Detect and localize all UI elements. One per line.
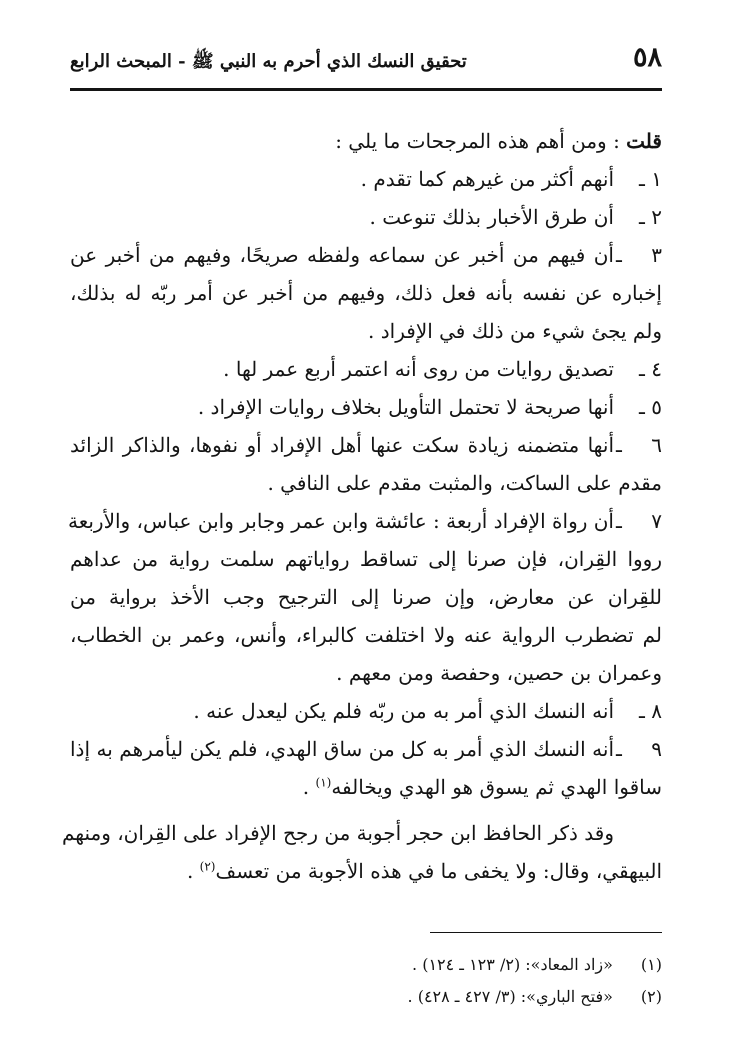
item-text: ساقوا الهدي ثم يسوق هو الهدي ويخالفه	[331, 775, 662, 799]
item-text: رووا القِران، فإن صرنا إلى تساقط رواياتهم سلمت رواية من عداهم	[70, 547, 662, 571]
intro-line	[70, 120, 662, 162]
closing-text: البيهقي، وقال: ولا يخفى ما في هذه الأجوبة من تعسف	[215, 859, 662, 883]
list-item-4	[70, 348, 662, 390]
list-item-5	[70, 386, 662, 428]
item-text: إخباره عن نفسه بأنه فعل ذلك، وفيهم من أخبر عن أمر ربّه له بذلك،	[70, 281, 662, 305]
list-item-7-continuation	[70, 652, 662, 694]
item-text: أنه النسك الذي أمر به كل من ساق الهدي، فلم يكن ليأمرهم به إذا	[70, 737, 614, 761]
closing-paragraph	[61, 812, 662, 854]
item-number: ٣ ـ	[616, 243, 662, 267]
footnote-reference[interactable]: (٢)	[199, 859, 216, 874]
item-text: أنها صريحة لا تحتمل التأويل بخلاف روايات الإفراد .	[197, 395, 614, 419]
list-item-7-continuation	[70, 614, 662, 656]
list-item-8	[70, 690, 662, 732]
list-item-1	[70, 158, 662, 200]
item-text: ولم يجئ شيء من ذلك في الإفراد .	[368, 319, 662, 343]
item-number: ١ ـ	[639, 167, 662, 191]
list-item-6	[70, 424, 662, 466]
list-item-9	[70, 728, 662, 770]
item-number: ٥ ـ	[639, 395, 662, 419]
footnote-mark: (١)	[640, 955, 662, 974]
footnote-text: «فتح الباري»: (٣/ ٤٢٧ ـ ٤٢٨) .	[407, 987, 613, 1006]
item-text: مقدم على الساكت، والمثبت مقدم على النافي .	[267, 471, 662, 495]
intro-lead: قلت	[626, 129, 662, 153]
intro-text: : ومن أهم هذه المرجحات ما يلي :	[335, 129, 620, 153]
page-number: ٥٨	[632, 42, 662, 73]
item-text: أن فيهم من أخبر عن سماعه ولفظه صريحًا، وفيهم من أخبر عن	[70, 243, 614, 267]
list-item-3-continuation	[70, 310, 662, 352]
closing-text-tail: .	[186, 859, 200, 883]
item-text: أنه النسك الذي أمر به من ربّه فلم يكن ليعدل عنه .	[193, 699, 614, 723]
item-number: ٧ ـ	[616, 509, 662, 533]
item-number: ٤ ـ	[639, 357, 662, 381]
item-text-tail: .	[302, 775, 316, 799]
item-number: ٩ ـ	[616, 737, 662, 761]
list-item-6-continuation	[70, 462, 662, 504]
list-item-9-continuation	[70, 766, 662, 808]
footnote-separator	[430, 932, 662, 933]
page-header	[70, 40, 662, 80]
item-text: أن طرق الأخبار بذلك تنوعت .	[369, 205, 614, 229]
list-item-7	[67, 500, 662, 542]
list-item-7-continuation	[70, 576, 662, 618]
header-rule	[70, 88, 662, 91]
item-number: ٨ ـ	[639, 699, 662, 723]
closing-text: وقد ذكر الحافظ ابن حجر أجوبة من رجح الإفراد على القِران، ومنهم	[61, 821, 614, 845]
list-item-3	[70, 234, 662, 276]
running-title: تحقيق النسك الذي أحرم به النبي ﷺ - المبحث الرابع	[70, 51, 467, 72]
list-item-2	[70, 196, 662, 238]
item-number: ٦ ـ	[616, 433, 662, 457]
item-text: أنهم أكثر من غيرهم كما تقدم .	[360, 167, 614, 191]
footnote-1	[412, 950, 662, 980]
item-text: تصديق روايات من روى أنه اعتمر أربع عمر لها .	[223, 357, 614, 381]
item-number: ٢ ـ	[639, 205, 662, 229]
footnote-text: «زاد المعاد»: (٢/ ١٢٣ ـ ١٢٤) .	[412, 955, 613, 974]
item-text: أنها متضمنه زيادة سكت عنها أهل الإفراد أو نفوها، والذاكر الزائد	[70, 433, 614, 457]
footnote-2	[408, 982, 662, 1012]
item-text: وعمران بن حصين، وحفصة ومن معهم .	[336, 661, 662, 685]
list-item-7-continuation	[70, 538, 662, 580]
item-text: أن رواة الإفراد أربعة : عائشة وابن عمر وجابر وابن عباس، والأربعة	[67, 509, 614, 533]
closing-paragraph-continuation	[70, 850, 662, 892]
list-item-3-continuation	[70, 272, 662, 314]
item-text: لم تضطرب الرواية عنه ولا اختلفت كالبراء، وأنس، وعمر بن الخطاب،	[70, 623, 662, 647]
item-text: للقِران عن معارض، وإن صرنا إلى الترجيح وجب الأخذ برواية من	[70, 585, 662, 609]
footnote-mark: (٢)	[640, 987, 662, 1006]
footnote-reference[interactable]: (١)	[315, 775, 332, 790]
